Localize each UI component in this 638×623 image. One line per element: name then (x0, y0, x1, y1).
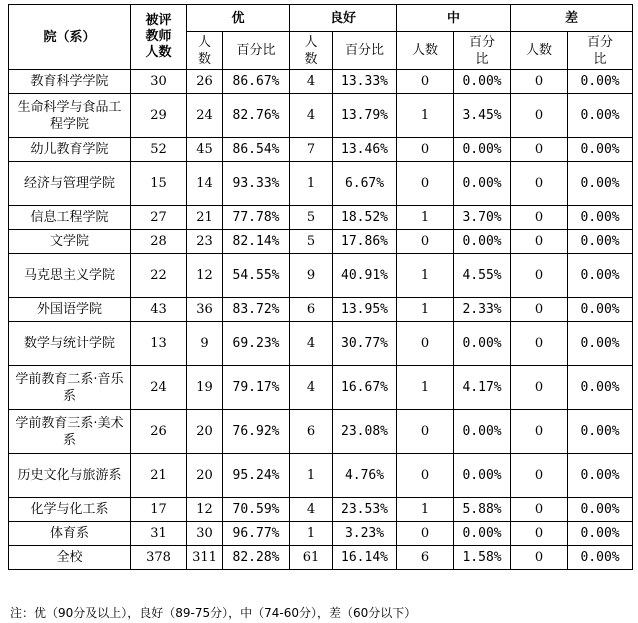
excellent-percent-cell: 70.59% (223, 498, 290, 522)
good-percent-cell: 13.33% (333, 70, 397, 94)
excellent-count-cell: 20 (187, 454, 223, 498)
excellent-count-cell: 19 (187, 366, 223, 410)
excellent-percent-cell: 69.23% (223, 322, 290, 366)
header-good-count: 人数 (290, 32, 333, 70)
poor-percent-cell: 0.00% (568, 522, 633, 546)
poor-percent-cell: 0.00% (568, 546, 633, 570)
total-cell: 29 (131, 94, 187, 138)
poor-percent-cell: 0.00% (568, 230, 633, 254)
excellent-percent-cell: 82.28% (223, 546, 290, 570)
total-cell: 22 (131, 254, 187, 298)
good-percent-cell: 13.95% (333, 298, 397, 322)
table-row (9, 366, 633, 410)
excellent-count-cell: 21 (187, 206, 223, 230)
table-row (9, 162, 633, 206)
poor-percent-cell: 0.00% (568, 298, 633, 322)
college-cell: 信息工程学院 (9, 206, 131, 230)
excellent-percent-cell: 76.92% (223, 410, 290, 454)
poor-percent-cell: 0.00% (568, 206, 633, 230)
table-row (9, 230, 633, 254)
good-percent-cell: 23.53% (333, 498, 397, 522)
total-cell: 24 (131, 366, 187, 410)
excellent-percent-cell: 95.24% (223, 454, 290, 498)
table-row (9, 298, 633, 322)
medium-percent-cell: 1.58% (454, 546, 511, 570)
medium-percent-cell: 2.33% (454, 298, 511, 322)
excellent-count-cell: 311 (187, 546, 223, 570)
poor-percent-cell: 0.00% (568, 162, 633, 206)
good-percent-cell: 17.86% (333, 230, 397, 254)
evaluation-table (8, 4, 633, 570)
medium-count-cell: 0 (397, 410, 454, 454)
excellent-percent-cell: 54.55% (223, 254, 290, 298)
total-cell: 30 (131, 70, 187, 94)
good-count-cell: 1 (290, 522, 333, 546)
excellent-count-cell: 14 (187, 162, 223, 206)
total-cell: 27 (131, 206, 187, 230)
header-evaluated: 被评教师人数 (131, 5, 187, 70)
college-cell: 外国语学院 (9, 298, 131, 322)
header-excellent-percent: 百分比 (223, 32, 290, 70)
table-row (9, 322, 633, 366)
college-cell: 学前教育二系·音乐系 (9, 366, 131, 410)
college-cell: 体育系 (9, 522, 131, 546)
header-good-percent: 百分比 (333, 32, 397, 70)
total-cell: 43 (131, 298, 187, 322)
poor-percent-cell: 0.00% (568, 322, 633, 366)
excellent-count-cell: 9 (187, 322, 223, 366)
poor-count-cell: 0 (511, 94, 568, 138)
excellent-percent-cell: 82.76% (223, 94, 290, 138)
medium-percent-cell: 3.45% (454, 94, 511, 138)
good-count-cell: 5 (290, 206, 333, 230)
header-medium-count: 人数 (397, 32, 454, 70)
excellent-percent-cell: 96.77% (223, 522, 290, 546)
table-row (9, 498, 633, 522)
college-cell: 马克思主义学院 (9, 254, 131, 298)
poor-percent-cell: 0.00% (568, 366, 633, 410)
medium-count-cell: 0 (397, 230, 454, 254)
good-percent-cell: 6.67% (333, 162, 397, 206)
poor-count-cell: 0 (511, 322, 568, 366)
college-cell: 历史文化与旅游系 (9, 454, 131, 498)
good-percent-cell: 30.77% (333, 322, 397, 366)
excellent-count-cell: 26 (187, 70, 223, 94)
medium-count-cell: 1 (397, 366, 454, 410)
college-cell: 幼儿教育学院 (9, 138, 131, 162)
poor-count-cell: 0 (511, 70, 568, 94)
medium-count-cell: 0 (397, 70, 454, 94)
good-count-cell: 4 (290, 322, 333, 366)
good-percent-cell: 16.67% (333, 366, 397, 410)
medium-count-cell: 0 (397, 454, 454, 498)
medium-percent-cell: 0.00% (454, 522, 511, 546)
medium-percent-cell: 3.70% (454, 206, 511, 230)
header-excellent-count: 人数 (187, 32, 223, 70)
medium-count-cell: 0 (397, 162, 454, 206)
medium-percent-cell: 0.00% (454, 138, 511, 162)
excellent-percent-cell: 77.78% (223, 206, 290, 230)
header-medium: 中 (397, 5, 511, 32)
medium-percent-cell: 0.00% (454, 230, 511, 254)
poor-count-cell: 0 (511, 498, 568, 522)
table-row (9, 454, 633, 498)
poor-percent-cell: 0.00% (568, 70, 633, 94)
footnote: 注：优（90分及以上），良好（89-75分），中（74-60分），差（60分以下） (10, 606, 417, 620)
header-poor-count: 人数 (511, 32, 568, 70)
medium-count-cell: 6 (397, 546, 454, 570)
medium-count-cell: 1 (397, 298, 454, 322)
good-count-cell: 6 (290, 298, 333, 322)
college-cell: 经济与管理学院 (9, 162, 131, 206)
good-percent-cell: 18.52% (333, 206, 397, 230)
excellent-percent-cell: 86.54% (223, 138, 290, 162)
college-cell: 数学与统计学院 (9, 322, 131, 366)
poor-count-cell: 0 (511, 162, 568, 206)
good-percent-cell: 4.76% (333, 454, 397, 498)
table-row (9, 70, 633, 94)
medium-count-cell: 1 (397, 498, 454, 522)
excellent-count-cell: 45 (187, 138, 223, 162)
medium-count-cell: 1 (397, 94, 454, 138)
good-count-cell: 6 (290, 410, 333, 454)
medium-percent-cell: 4.17% (454, 366, 511, 410)
college-cell: 文学院 (9, 230, 131, 254)
total-cell: 378 (131, 546, 187, 570)
medium-percent-cell: 0.00% (454, 162, 511, 206)
total-cell: 13 (131, 322, 187, 366)
table-row (9, 94, 633, 138)
excellent-percent-cell: 79.17% (223, 366, 290, 410)
medium-count-cell: 1 (397, 254, 454, 298)
header-medium-percent: 百分比 (454, 32, 511, 70)
good-count-cell: 4 (290, 70, 333, 94)
excellent-count-cell: 12 (187, 498, 223, 522)
good-percent-cell: 13.79% (333, 94, 397, 138)
good-count-cell: 7 (290, 138, 333, 162)
medium-percent-cell: 4.55% (454, 254, 511, 298)
poor-count-cell: 0 (511, 206, 568, 230)
excellent-count-cell: 36 (187, 298, 223, 322)
table-row (9, 206, 633, 230)
header-poor: 差 (511, 5, 633, 32)
header-college: 院（系） (9, 5, 131, 70)
total-cell: 17 (131, 498, 187, 522)
poor-count-cell: 0 (511, 230, 568, 254)
poor-percent-cell: 0.00% (568, 254, 633, 298)
poor-count-cell: 0 (511, 366, 568, 410)
poor-count-cell: 0 (511, 454, 568, 498)
college-cell: 全校 (9, 546, 131, 570)
good-count-cell: 5 (290, 230, 333, 254)
good-count-cell: 4 (290, 94, 333, 138)
header-poor-percent: 百分比 (568, 32, 633, 70)
college-cell: 教育科学学院 (9, 70, 131, 94)
excellent-percent-cell: 83.72% (223, 298, 290, 322)
excellent-count-cell: 24 (187, 94, 223, 138)
header-excellent: 优 (187, 5, 290, 32)
college-cell: 化学与化工系 (9, 498, 131, 522)
medium-percent-cell: 5.88% (454, 498, 511, 522)
poor-count-cell: 0 (511, 522, 568, 546)
poor-count-cell: 0 (511, 254, 568, 298)
good-count-cell: 4 (290, 366, 333, 410)
table-row (9, 138, 633, 162)
good-percent-cell: 23.08% (333, 410, 397, 454)
poor-count-cell: 0 (511, 410, 568, 454)
total-cell: 52 (131, 138, 187, 162)
college-cell: 生命科学与食品工程学院 (9, 94, 131, 138)
total-cell: 28 (131, 230, 187, 254)
poor-percent-cell: 0.00% (568, 410, 633, 454)
table-row (9, 522, 633, 546)
good-count-cell: 4 (290, 498, 333, 522)
medium-count-cell: 0 (397, 522, 454, 546)
poor-count-cell: 0 (511, 138, 568, 162)
poor-percent-cell: 0.00% (568, 138, 633, 162)
medium-percent-cell: 0.00% (454, 454, 511, 498)
table-row (9, 410, 633, 454)
poor-percent-cell: 0.00% (568, 94, 633, 138)
poor-count-cell: 0 (511, 298, 568, 322)
excellent-count-cell: 20 (187, 410, 223, 454)
good-count-cell: 1 (290, 454, 333, 498)
medium-percent-cell: 0.00% (454, 410, 511, 454)
college-cell: 学前教育三系·美术系 (9, 410, 131, 454)
excellent-percent-cell: 82.14% (223, 230, 290, 254)
excellent-percent-cell: 86.67% (223, 70, 290, 94)
total-cell: 21 (131, 454, 187, 498)
good-count-cell: 61 (290, 546, 333, 570)
good-percent-cell: 16.14% (333, 546, 397, 570)
good-percent-cell: 3.23% (333, 522, 397, 546)
excellent-percent-cell: 93.33% (223, 162, 290, 206)
total-cell: 15 (131, 162, 187, 206)
total-cell: 26 (131, 410, 187, 454)
excellent-count-cell: 12 (187, 254, 223, 298)
good-percent-cell: 13.46% (333, 138, 397, 162)
total-cell: 31 (131, 522, 187, 546)
excellent-count-cell: 30 (187, 522, 223, 546)
good-count-cell: 1 (290, 162, 333, 206)
good-count-cell: 9 (290, 254, 333, 298)
table-row (9, 546, 633, 570)
medium-count-cell: 0 (397, 322, 454, 366)
table-row (9, 254, 633, 298)
medium-percent-cell: 0.00% (454, 70, 511, 94)
medium-percent-cell: 0.00% (454, 322, 511, 366)
header-good: 良好 (290, 5, 397, 32)
poor-count-cell: 0 (511, 546, 568, 570)
good-percent-cell: 40.91% (333, 254, 397, 298)
poor-percent-cell: 0.00% (568, 498, 633, 522)
medium-count-cell: 1 (397, 206, 454, 230)
medium-count-cell: 0 (397, 138, 454, 162)
poor-percent-cell: 0.00% (568, 454, 633, 498)
excellent-count-cell: 23 (187, 230, 223, 254)
